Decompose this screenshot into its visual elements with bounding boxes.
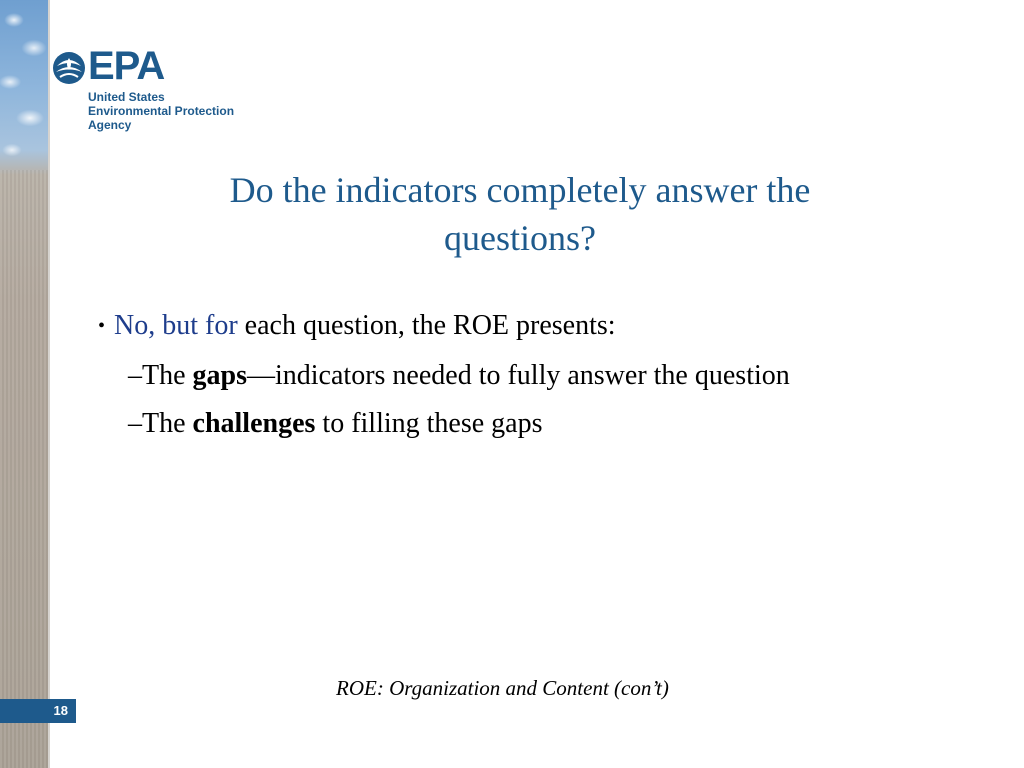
slide-footer: ROE: Organization and Content (con’t) — [336, 676, 669, 700]
page-number-badge — [0, 699, 76, 723]
bullet-dot: • — [98, 315, 106, 337]
page-number: 18 — [53, 703, 68, 718]
bullet-highlight: No, but for — [114, 310, 238, 341]
bullet-item — [98, 306, 978, 346]
epa-flower-icon — [52, 50, 86, 86]
sub-item-gaps — [128, 352, 978, 400]
bullet-text — [114, 306, 616, 346]
sub-item-challenges — [128, 400, 978, 448]
logo-line-1: United States — [88, 90, 165, 104]
bullet-rest: each question, the ROE presents: — [237, 310, 616, 341]
sub-item-bold: gaps — [192, 360, 247, 391]
sub-item-bold: challenges — [192, 408, 316, 439]
side-strip-edge — [48, 0, 50, 768]
epa-wordmark: EPA — [88, 44, 165, 88]
logo-line-2: Environmental Protection — [88, 104, 235, 118]
epa-logo — [52, 44, 252, 132]
sub-item-rest: —indicators needed to fully answer the question — [247, 360, 790, 391]
decorative-side-strip — [0, 0, 48, 768]
slide-title-line-2: questions? — [444, 218, 596, 258]
logo-line-3: Agency — [88, 118, 132, 132]
sub-item-rest: to filling these gaps — [315, 408, 543, 439]
slide-title-line-1: Do the indicators completely answer the — [229, 170, 811, 210]
slide-title — [120, 166, 920, 262]
sub-item-dash: –The — [128, 360, 193, 391]
sub-item-dash: –The — [128, 408, 193, 439]
slide-body — [98, 306, 978, 448]
